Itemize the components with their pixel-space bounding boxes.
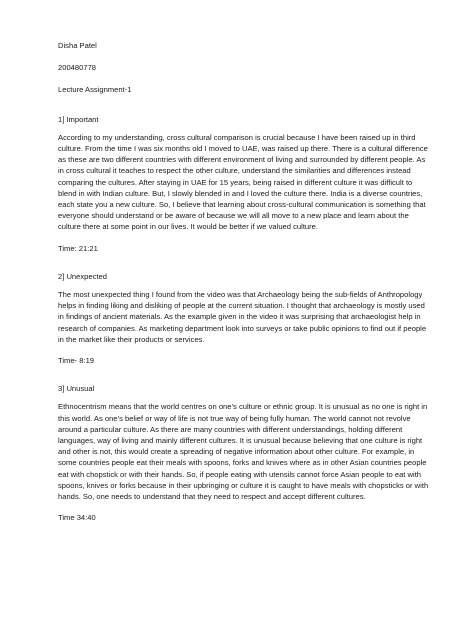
section-unusual bbox=[58, 383, 430, 523]
section-important bbox=[58, 114, 430, 254]
section-time: Time: 21:21 bbox=[58, 243, 98, 253]
assignment-title: Lecture Assignment-1 bbox=[58, 85, 132, 95]
section-title: 3] Unusual bbox=[58, 384, 95, 394]
section-body: According to my understanding, cross cultural comparison is crucial because I have been raised up in third culture. From the time I was six months old I moved to UAE, was raised up there. There is a cultural difference as these are two different countries with different environment of living and surrounded by different people. As in cross cultural it teaches to respect the other culture, understand the similarities and differences instead comparing the cultures. After staying in UAE for 15 years, being raised in different culture it was difficult to blend in with Indian culture. But, I slowly blended in and I loved the culture there. India is a diverse countries, each state you a new culture. So, I believe that learning about cross-cultural communication is something that everyone should understand or be aware of because we will all move to a new place and learn about the culture there at some point in our lives. It would be better if we valued culture. bbox=[58, 132, 428, 232]
section-title: 2] Unexpected bbox=[58, 271, 107, 281]
section-body: The most unexpected thing I found from the video was that Archaeology being the sub-fields of Anthropology helps in finding liking and disliking of people at the current situation. I thought that archaeology is mostly used in findings of ancient materials. As the example given in the video it was surprising that archaeologist help in research of companies. As marketing department look into surveys or take public opinions to find out if people in the market like their products or services. bbox=[58, 290, 427, 344]
author-name: Disha Patel bbox=[58, 41, 97, 50]
section-body: Ethnocentrism means that the world centres on one’s culture or ethnic group. It is unusual as no one is right in this world. As one’s belief or way of life is not true way of being fully human. The world cannot not revolve around a particular culture. As there are many countries with different understandings, holding different languages, way of living and mainly different cultures. It is unusual because believing that one culture is right and other is not, this would create a spreading of negative information about other culture. For example, in some countries people eat their meals with spoons, forks and knives where as in other Asian countries people eat with chopstick or with their hands. So, if people eating with utensils cannot force Asian people to eat with spoons, knives or forks because in their upbringing or culture it is caught to have meals with chopsticks or with hands. So, one needs to understand that they need to respect and accept different cultures. bbox=[58, 402, 429, 502]
section-time: Time 34:40 bbox=[58, 513, 96, 523]
student-id: 200480778 bbox=[58, 63, 97, 73]
spacer bbox=[58, 107, 430, 114]
section-title: 1] Important bbox=[58, 114, 99, 124]
section-time: Time- 8:19 bbox=[58, 356, 95, 366]
document-page bbox=[58, 40, 430, 541]
section-unexpected bbox=[58, 271, 430, 366]
